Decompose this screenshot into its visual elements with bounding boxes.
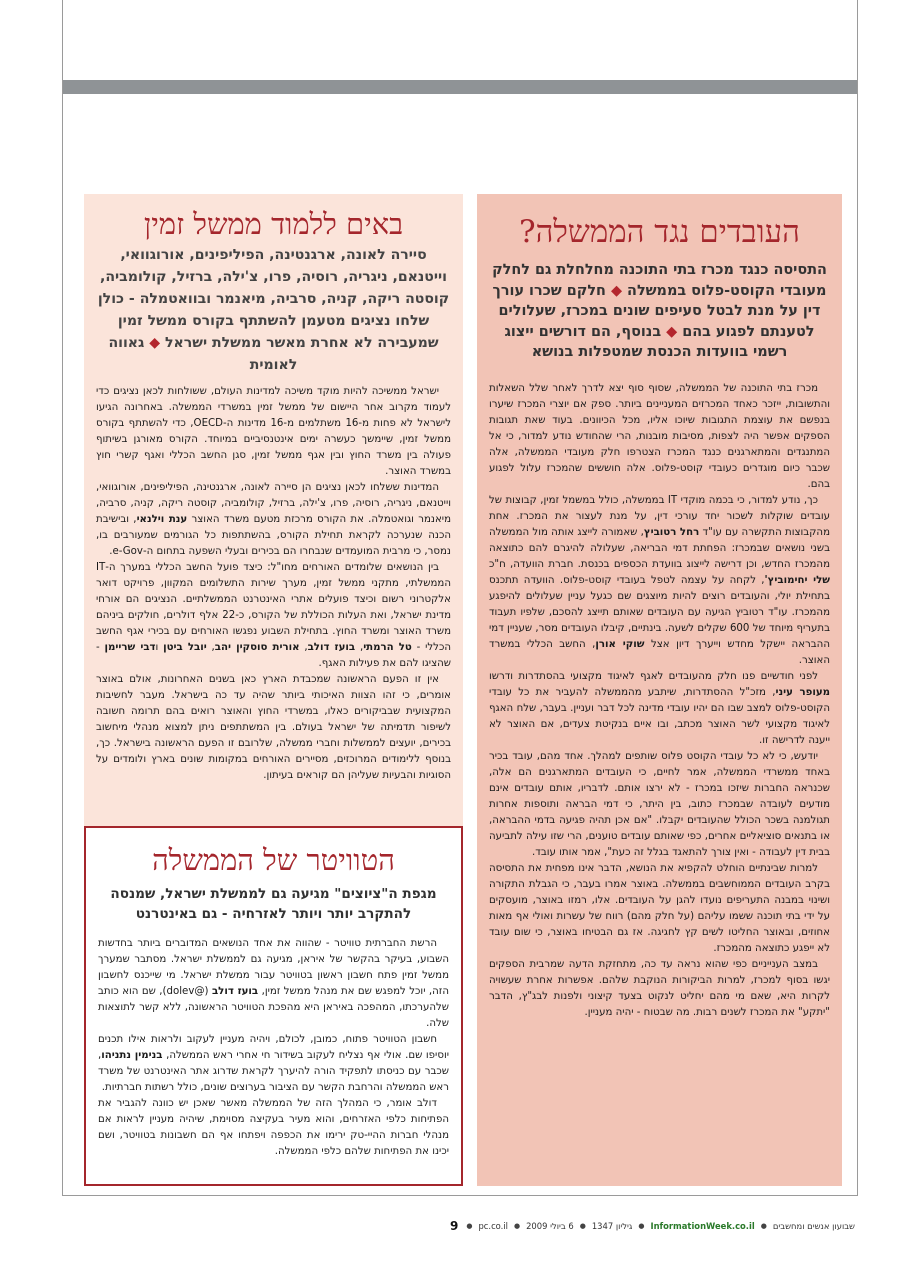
top-left-article <box>84 194 463 856</box>
footer-bullet-icon: ● <box>513 1222 521 1230</box>
text-run: - שהציגו להם את פעילות האגף. <box>96 642 451 669</box>
page-frame-right <box>857 0 858 1195</box>
text-run: מכרז בתי התוכנה של הממשלה, שסוף סוף יצא לדרך לאחר שלל השאלות והתשובות, ייזכר כאחד המכרזים המעניינים ביותר. ספק אם יוצרי המכרז שיערו בנפשם את עוצמת התגובות שיוכו אליו, מכל הכיוונים. בעוד שאת תגובות הספקים אפשר היה לצפות, מסיבות מובנות, הרי שהחודש נודע למדור, כי אל המתנגדים והמתארגנים כנגד המכרז הצטרפו חלק מעובדי הממשלה, אלה שכבר כיום מוגדרים כעובדי קוסט-פלוס. אלה חוששים שהמכרז עלול לפגוע בהם. <box>489 382 830 490</box>
top-divider-bar <box>63 80 857 94</box>
paragraph <box>98 1096 449 1160</box>
footer-bullet-icon: ● <box>466 1222 473 1230</box>
text-run: יודעש, כי לא כל עובדי הקוסט פלוס שותפים למהלך. אחד מהם, עובד בכיר באחד ממשרדי הממשלה, אמר לחיים, כי העובדים המתארגנים הם אלה, שכנראה החברות שיזכו במכרז - לא ירצו אותם. לדבריו, אותם עובדים אינם מודעים לעובדה שבמכרז כתוב, בין היתר, כי דמי הבראה ותוספות אחרות תגולמנה בשכר הכולל שהעובדים יקבלו. "אם אכן תהיה פגיעה בדמי ההבראה, או בתנאים סוציאליים אחרים, כפי שאותם עובדים טוענים, הרי שזו עילה לתביעה בבית דין לעבודה - ואין צורך להתאגד בגלל זה כעת", אמר אותו עובד. <box>489 750 830 858</box>
text-run: חשבון הטוויטר פתוח, כמובן, לכולם, ויהיה מעניין לעקוב ולראות אילו תכנים יוסיפו שם. אולי אף נצליח לעקוב בשידור חי אחרי ראש הממשלה, <box>98 1034 449 1061</box>
right-article-subhead <box>489 260 830 363</box>
paragraph <box>98 936 449 1032</box>
paragraph <box>98 1032 449 1096</box>
text-run: , ובישיבת הכנה שנערכה לקראת תחילת הקורס, בהשתתפות כל הגורמים שמעורבים בו, נמסר, כי מרבית המועמדים שנבחרו הם בכירים ובעלי השפעה בתחום ה-e-Gov. <box>96 514 451 557</box>
text-run: חלקם שכרו עורך דין על מנת לבטל סעיפים שונים במכרז, שעלולים לטענתם לפגוע בהם <box>492 282 821 340</box>
footer-publication: שבועון אנשים ומחשבים <box>772 1221 855 1231</box>
paragraph <box>489 957 830 1021</box>
text-run: , <box>355 642 364 653</box>
top-left-article-body <box>96 384 451 784</box>
text-run: ישראל ממשיכה להיות מוקד משיכה למדינות העולם, ששולחות לכאן נציגים כדי לעמוד מקרוב אחר היישום של ממשל זמין במשרדי הממשלה. באחרונה הגיעו לישראל לא פחות מ-16 משתלמים מ-16 מדינות ה-OECD, כדי להשתתף בקורס ממשל זמין, שיימשך כעשרה ימים אינטנסיביים במיוחד. הקורס מאורגן בשיתוף פעולה בין משרד החוץ ובין אגף ממשל זמין, סגן החשב הכללי ואגף קשרי חוץ במשרד האוצר. <box>96 386 451 477</box>
page-footer <box>40 1214 855 1238</box>
bold-name: יובל ביטן <box>163 642 207 653</box>
bold-name: דבי שריימן <box>104 642 156 653</box>
text-run: בנוסף, הם דורשים ייצוג רשמי בוועדות הכנסת שמטפלות בנושא <box>504 323 788 361</box>
paragraph <box>96 480 451 560</box>
bold-name: בנימין נתניהו <box>101 1050 163 1061</box>
text-run: התסיסה כנגד מכרז בתי התוכנה מחלחלת גם לחלק מעובדי הקוסט-פלוס בממשלה <box>492 262 827 299</box>
right-article-headline: העובדים נגד הממשלה? <box>518 214 801 250</box>
bold-name: רחל רטוביץ <box>643 526 700 538</box>
text-run: בין הנושאים שלומדים האורחים מחו"ל: כיצד פועל החשב הכללי במערך ה-IT הממשלתי, מתקני ממשל זמין, מערך שירות התשלומים המקוון, פרויקט דואר אלקטרוני רשום וכיצד פועלים אתרי האינטרנט הממשלתיים. הנציגים הם אורחי מדינת ישראל, ואת העלות הכוללת של הקורס, כ-22 אלף דולרים, חולקים ביניהם משרד האוצר ומשרד החוץ. בתחילת השבוע נפגשו האורחים עם בכירי אגף החשב הכללי - <box>96 562 452 653</box>
footer-bullet-icon: ● <box>760 1222 767 1230</box>
bold-name: טל הרמתי <box>363 642 412 653</box>
right-article-body <box>489 381 830 1021</box>
bottom-left-article-headline: הטוויטר של הממשלה <box>152 843 395 877</box>
paragraph <box>96 672 451 784</box>
diamond-separator-icon: ◆ <box>666 323 678 340</box>
footer-date: 6 ביולי 2009 <box>526 1221 574 1231</box>
text-run: גאווה לאומית <box>108 335 298 373</box>
text-run: , <box>206 642 215 653</box>
top-left-article-headline: באים ללמוד ממשל זמין <box>143 207 404 241</box>
text-run: דולב אומר, כי המהלך הזה של הממשלה מאשר שאכן יש כוונה להגביר את הפתיחות כלפי האזרחים, והוא מעיר בעקיצה מסוימת, שיהיה מעניין לראות אם מנהלי חברות ההיי-טק ירימו את הכפפה ויפתחו אף הם חשבונות בטוויטר, ושם יכינו את הפתיחות שלהם כלפי הממשלה. <box>98 1098 449 1157</box>
diamond-separator-icon: ◆ <box>610 282 623 299</box>
paragraph <box>96 560 451 672</box>
page-frame-bottom <box>62 1195 858 1196</box>
bold-name: ענת וילנאי <box>136 514 188 525</box>
text-run: , מזכ"ל ההסתדרות, שיתבע מהממשלה להעביר את כל עובדי הקוסט-פלוס למצב שבו הם יהיו עובדי מדינה לכל דבר ועניין. בעבר, שלח האגף לאיגוד מקצועי לשר האוצר מכתב, ובו איים בנקיטת צעדים, אם האוצר לא ייענה לדרישה זו. <box>489 686 830 746</box>
text-run: במצב הענייניים כפי שהוא נראה עד כה, מתחזקת הדעה שמרבית הספקים יגשו בסוף למכרז, למרות הביקורות הנוקבת שלהם. אפשרות אחרת שעשויה לקרות היא, שאם מי מהם יחליט לנקוט בצעד קיצוני ולפנות לבג"ץ, הדבר "יתקע" את המכרז לשנים רבות. מה שבטוח - יהיה מעניין. <box>489 958 830 1018</box>
paragraph <box>489 493 830 669</box>
bottom-left-article-subhead <box>98 884 449 924</box>
bold-name: מעופר עיני <box>775 686 831 698</box>
text-run: הרשת החברתית טוויטר - שהווה את אחד הנושאים המדוברים ביותר בחדשות השבוע, בעיקר בהקשר של איראן, מגיעה גם לממשלת ישראל. מסתבר שמערך ממשל זמין פתח חשבון ראשון בטוויטר עבור ממשלת ישראל. מי שייכנס לחשבון הזה, יוכל למפגש שם את מנהל ממשל זמין, <box>98 938 449 997</box>
top-left-article-subhead <box>96 244 451 376</box>
bold-name: שלי יחימוביץ' <box>764 574 830 586</box>
text-run: סיירה לאונה, ארגנטינה, הפיליפינים, אורוגוואי, וייטנאם, ניגריה, רוסיה, פרו, צ'ילה, ברזיל, קולומביה, קוסטה ריקה, קניה, סרביה, מיאנמר ובוואטמלה - כולן שלחו נציגים מטעמן להשתתף בקורס ממשל זמין שמעבירה לא אחרת מאשר ממשלת ישראל <box>97 247 450 351</box>
text-run: (@dolev), שם הוא כותב שלהערכתו, המהפכה באיראן היא מהפכת הטוויטר הראשונה, ללא קשר לתוצאות שלה. <box>98 986 449 1029</box>
right-article <box>477 194 842 1186</box>
page-number: 9 <box>450 1219 459 1233</box>
text-run: , שאמורה לייצג אותה מול הממשלה בשני נושאים שבמכרז: הפחתת דמי הבריאה, שעלולה להיגרם להם כתוצאה מהמכרז החדש, וכן דרישה לייצוג בוועדת הכספים בכנסת. חברת הוועדה, ח"כ <box>489 526 830 570</box>
footer-bullet-icon: ● <box>638 1222 645 1230</box>
bold-name: בועז דולב <box>211 986 259 997</box>
text-run: , החשב הכללי במשרד האוצר. <box>489 638 830 666</box>
text-run: מגפת ה"ציוצים" מגיעה גם לממשלת ישראל, שמנסה להתקרב יותר ויותר לאזרחיה - גם באינטרנט <box>110 886 437 922</box>
bold-name: בועז דולב <box>307 642 356 653</box>
paragraph <box>489 381 830 493</box>
text-run: אין זו הפעם הראשונה שמכבדת הארץ כאן בשנים האחרונות, אולם באוצר אומרים, כי זהו הצוות האיכותי ביותר שהיה עד כה בישראל. מעבר לחשיבות המקצועית שבביקורים כאלו, במשרדי החוץ והאוצר רואים בהם תרומה חשובה לשיפור תדמיתה של ישראל בעולם. בין המשתתפים ניתן למצוא מנהלי מיחשוב בכירים, יועצים לממשלות וחברי ממשלה, שלרובם זו הפעם הראשונה בישראל. כך, בנוסף ללימודים המרוכזים, מסיירים האורחים במקומות שונים בארץ ולומדים על הסוגיות והבעיות שעליהן הם קוראים בעיתון. <box>96 674 451 781</box>
text-run: לפני חודשיים פנו חלק מהעובדים לאגף לאיגוד מקצועי בהסתדרות ודרשו <box>489 670 818 682</box>
diamond-separator-icon: ◆ <box>149 335 161 351</box>
bottom-left-article-body <box>98 936 449 1160</box>
footer-site: pc.co.il <box>478 1221 508 1231</box>
bottom-left-article <box>84 826 463 1186</box>
text-run: המדינות ששלחו לכאן נציגים הן סיירה לאונה, ארגנטינה, הפיליפינים, אורוגוואי, וייטנאם, ניגריה, רוסיה, פרו, צ'ילה, ברזיל, קולומביה, קוסטה ריקה, קניה, סרביה, מיאנמר וגואטמלה. את הקורס מרכזת מטעם משרד האוצר <box>96 482 451 525</box>
text-run: כך, נודע למדור, כי בכמה מוקדי IT בממשלה, כולל במשמל זמין, קבוצות של עובדים שוקלות לשכור יחד עורכי דין, על מנת לעצור את המכרז. אחת מהקבוצות התקשרה עם עו"ד <box>489 494 831 538</box>
footer-brand: InformationWeek.co.il <box>650 1221 755 1231</box>
text-run: , לקחה על עצמה לטפל בעובדי קוסט-פלוס. הוועדה תתכנס בתחילת יולי, והעובדים רוצים להיות מיוצגים שם כגעל עניין שעלולים להיפגע מהמכרז. עו"ד רטוביץ הגיעה עם העובדים שאותם תייצג להסכם, שלפיו תעבוד בתעריף מיוחד של 600 שקלים לשעה. בינתיים, קיבלו העובדים מסר, שעניין דמי ההבראה יישקל מחדש וייערך דיון אצל <box>489 574 830 650</box>
footer-issue: גיליון 1347 <box>591 1221 633 1231</box>
paragraph <box>96 384 451 480</box>
text-run: ו <box>155 642 164 653</box>
text-run: למרות שבינתיים הוחלט להקפיא את הנושא, הדבר אינו מפחית את התסיסה בקרב העובדים הממוחשבים בממשלה. באוצר אמרו בעבר, כי הגבלת התקורה ושינוי במבנה התעריפים נועדו להגן על העובדים. אלו, רמזו באוצר, מועסקים על ידי בתי תוכנה ששמו עליהם (על חלק מהם) רווח של עשרות ואולי אף מאות אחוזים, ובאוצר החליטו לשים קץ לחגיגה. אז גם הבטיחו באוצר, כי שום עובד לא ייפגע כתוצאה מהמכרז. <box>489 862 830 954</box>
page-frame-left <box>62 0 63 1195</box>
text-run: , <box>299 642 308 653</box>
paragraph <box>489 749 830 861</box>
paragraph <box>489 669 830 749</box>
bold-name: אורית סוסקין יהב <box>214 642 300 653</box>
bold-name: שוקי אורן <box>595 638 645 650</box>
paragraph <box>489 861 830 957</box>
text-run: , שכבר עם כניסתו לתפקיד הורה להיערך לקראת שדרוג אתר האינטרנט של משרד ראש הממשלה והרחבת הקשר עם הציבור בערוצים שונים, כולל רשתות חברתיות. <box>98 1050 449 1093</box>
footer-bullet-icon: ● <box>579 1222 586 1230</box>
